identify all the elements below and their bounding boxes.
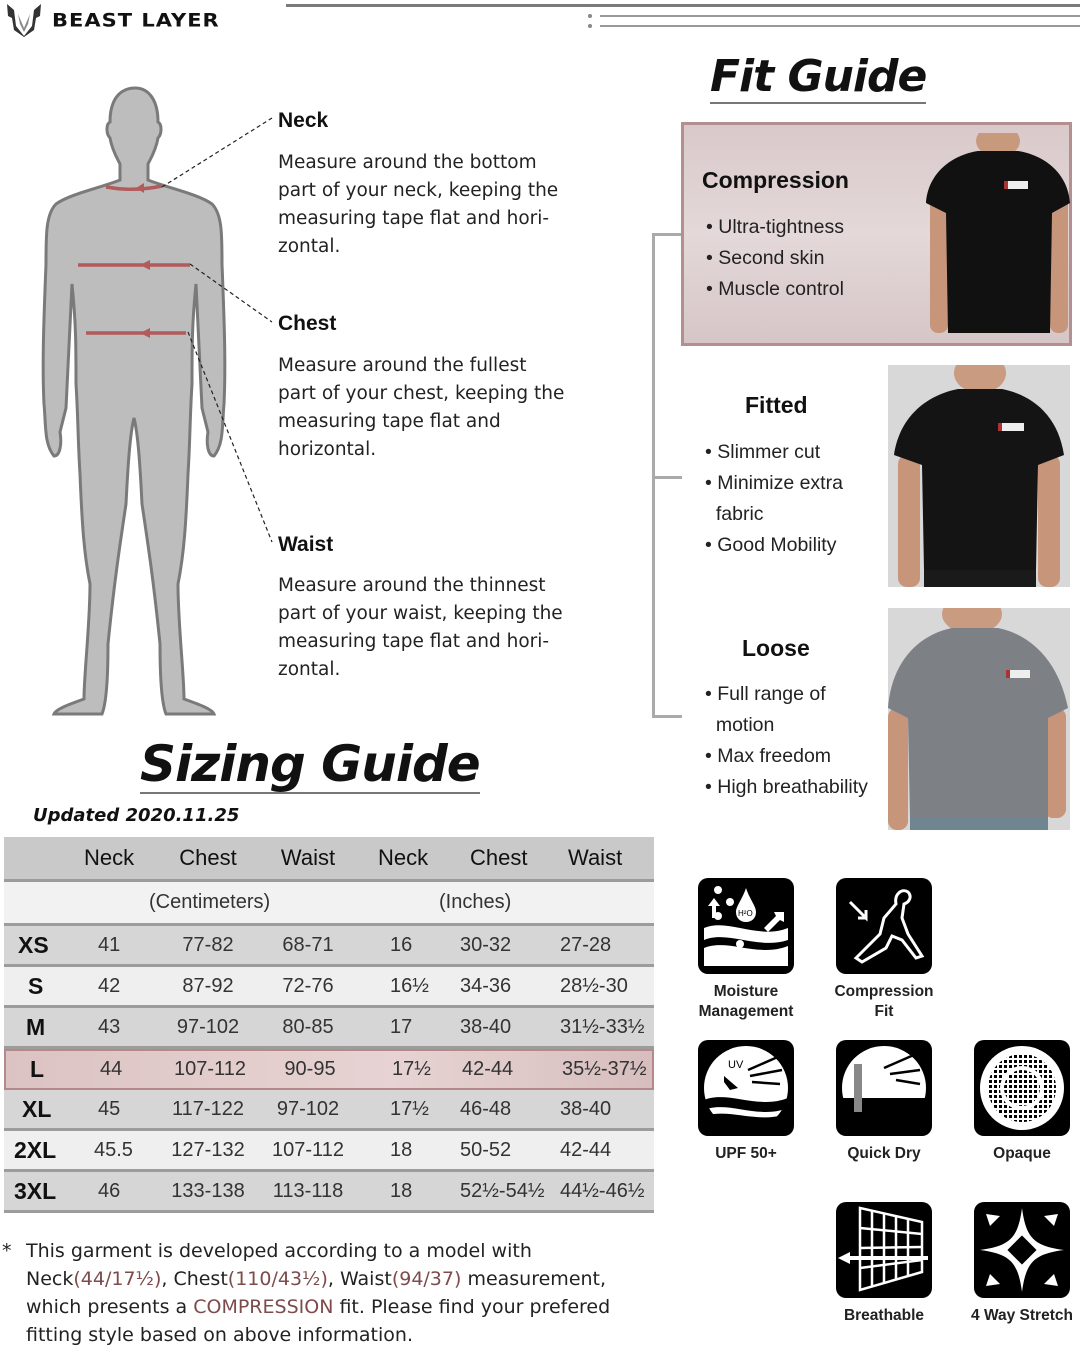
compression-bullets: • Ultra-tightness • Second skin • Muscle control	[706, 212, 844, 305]
table-header-row	[4, 837, 654, 882]
feature-moisture-management: H²O Moisture Management	[676, 878, 816, 1022]
col-neck-in: Neck	[378, 845, 429, 870]
quick-dry-icon	[836, 1040, 932, 1136]
updated-date: Updated 2020.11.25	[33, 805, 240, 826]
feature-breathable: Breathable	[814, 1202, 954, 1326]
header-rule-2	[600, 15, 1080, 17]
four-way-stretch-icon	[974, 1202, 1070, 1298]
header-rule-3	[600, 25, 1080, 27]
brand-logo	[4, 2, 220, 38]
uv-sun-icon	[698, 1040, 794, 1136]
fit-title-fitted: Fitted	[745, 392, 808, 418]
feature-quick-dry: Quick Dry	[814, 1040, 954, 1164]
table-row: S 42 87-92 72-76 16½ 34-36 28½-30	[4, 967, 654, 1008]
unit-cm: (Centimeters)	[149, 891, 271, 913]
col-waist-cm: Waist	[280, 845, 336, 870]
neck-description: Measure around the bottom part of your neck, keeping the measuring tape flat and hori- zontal.	[278, 152, 559, 257]
chest-description: Measure around the fullest part of your chest, keeping the measuring tape flat and horizontal.	[278, 355, 565, 460]
brand-name: BEAST LAYER	[52, 9, 220, 31]
model-footnote: * This garment is developed according to a model with Neck(44/17½), Chest(110/43½), Waist(94/37) measurement, which presents a COMPRESSION fit. Please find your prefered fitting style based on above information.	[2, 1240, 611, 1346]
table-row: 2XL 45.5 127-132 107-112 18 50-52 42-44	[4, 1131, 654, 1172]
unit-in: (Inches)	[439, 891, 512, 913]
feature-four-way-stretch: 4 Way Stretch	[952, 1202, 1080, 1326]
chest-title: Chest	[278, 312, 337, 335]
waist-description: Measure around the thinnest part of your waist, keeping the measuring tape flat and hori- zontal.	[278, 575, 563, 680]
col-waist-in: Waist	[568, 845, 623, 870]
fitted-shirt-photo	[888, 365, 1070, 587]
col-chest-in: Chest	[470, 845, 528, 870]
waist-title: Waist	[278, 533, 334, 556]
table-row-highlighted: L 44 107-112 90-95 17½ 42-44 35½-37½	[4, 1049, 654, 1090]
opaque-mesh-icon	[974, 1040, 1070, 1136]
col-chest-cm: Chest	[179, 845, 237, 870]
fitted-bullets: • Slimmer cut • Minimize extra fabric • Good Mobility	[705, 437, 843, 561]
fit-card-compression: Compression • Ultra-tightness • Second skin • Muscle control	[681, 122, 1072, 346]
col-neck-cm: Neck	[84, 845, 135, 870]
table-row: XL 45 117-122 97-102 17½ 46-48 38-40	[4, 1090, 654, 1131]
moisture-icon	[698, 878, 794, 974]
leader-lines	[150, 110, 280, 550]
feature-upf: UV UPF 50+	[676, 1040, 816, 1164]
feature-opaque: Opaque	[952, 1040, 1080, 1164]
table-row: M 43 97-102 80-85 17 38-40 31½-33½	[4, 1008, 654, 1049]
loose-shirt-photo	[888, 608, 1070, 830]
svg-text:UV: UV	[728, 1059, 744, 1071]
feature-compression-fit: Compression Fit	[814, 878, 954, 1022]
loose-bullets: • Full range of motion • Max freedom • High breathability	[705, 679, 868, 803]
compression-figure-icon	[836, 878, 932, 974]
header-dot	[588, 14, 592, 18]
compression-shirt-photo	[912, 133, 1072, 345]
neck-title: Neck	[278, 109, 329, 132]
beast-mask-icon	[4, 2, 44, 38]
fit-title-loose: Loose	[742, 635, 810, 661]
table-row: XS 41 77-82 68-71 16 30-32 27-28	[4, 926, 654, 967]
breathable-grid-icon	[836, 1202, 932, 1298]
header-rule	[286, 4, 1080, 7]
fit-guide-title: Fit Guide	[710, 51, 927, 102]
header-dot	[588, 24, 592, 28]
table-row: 3XL 46 133-138 113-118 18 52½-54½ 44½-46½	[4, 1172, 654, 1213]
table-units-row	[4, 882, 654, 926]
sizing-guide-title: Sizing Guide	[140, 735, 480, 793]
svg-text:H²O: H²O	[738, 909, 753, 918]
size-table	[4, 837, 654, 1213]
fit-bracket-tick	[652, 476, 682, 479]
